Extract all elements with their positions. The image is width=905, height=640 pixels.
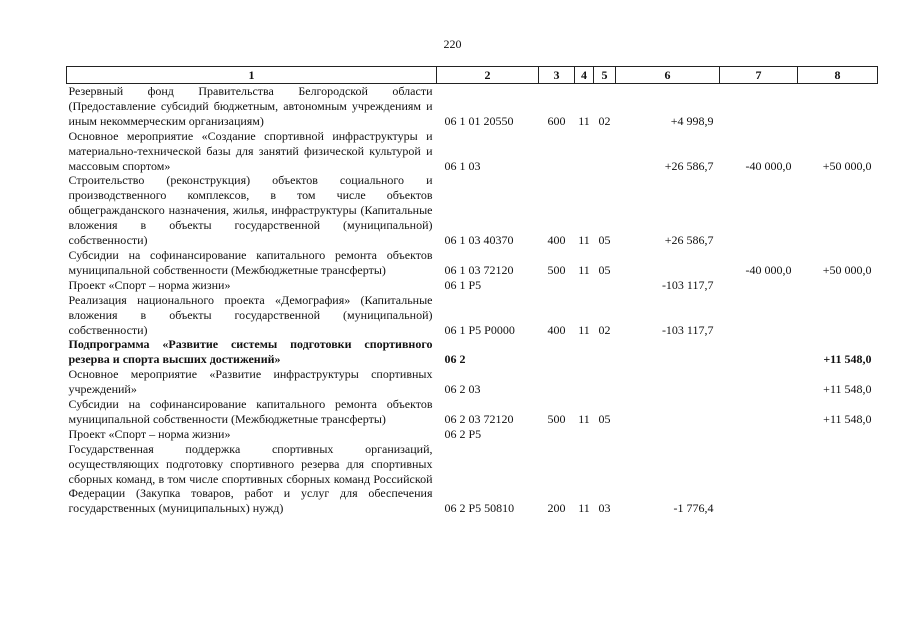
table-row bbox=[67, 442, 878, 517]
header-cell: 2 bbox=[437, 67, 539, 84]
item-pr: 05 bbox=[598, 233, 611, 248]
item-col8: +50 000,0 bbox=[822, 158, 872, 173]
header-row bbox=[67, 67, 878, 84]
item-col8: +11 548,0 bbox=[823, 411, 872, 426]
item-code: 06 1 P5 bbox=[444, 277, 482, 292]
item-vr bbox=[539, 337, 575, 367]
item-col6 bbox=[616, 337, 720, 367]
header-cell: 8 bbox=[798, 67, 878, 84]
item-vr: 500 bbox=[547, 262, 566, 277]
item-col7 bbox=[720, 278, 798, 293]
item-pr bbox=[594, 129, 616, 174]
item-rz bbox=[575, 278, 594, 293]
item-vr: 200 bbox=[547, 501, 566, 516]
item-name: Подпрограмма «Развитие системы подготовки спортивного резерва и спорта высших достижений» bbox=[68, 337, 433, 367]
item-pr: 03 bbox=[598, 501, 611, 516]
item-pr bbox=[594, 337, 616, 367]
item-rz: 11 bbox=[578, 113, 590, 128]
item-col8 bbox=[798, 173, 878, 248]
table-row bbox=[67, 173, 878, 248]
item-pr: 02 bbox=[598, 322, 611, 337]
item-col6: -1 776,4 bbox=[673, 501, 714, 516]
header-cell: 5 bbox=[594, 67, 616, 84]
item-code: 06 2 03 bbox=[444, 382, 481, 397]
table-row bbox=[67, 293, 878, 338]
item-code: 06 2 P5 50810 bbox=[444, 501, 515, 516]
table-row bbox=[67, 278, 878, 293]
header-cell: 1 bbox=[67, 67, 437, 84]
item-pr bbox=[594, 367, 616, 397]
item-col7 bbox=[720, 84, 798, 129]
item-col8 bbox=[798, 278, 878, 293]
item-name: Реализация национального проекта «Демография» (Капитальные вложения в объекты государственной (муниципальной) собственности) bbox=[68, 292, 433, 337]
item-col7: -40 000,0 bbox=[745, 158, 792, 173]
item-name: Проект «Спорт – норма жизни» bbox=[68, 426, 231, 441]
item-col8 bbox=[798, 84, 878, 129]
item-col8 bbox=[798, 427, 878, 442]
item-rz bbox=[575, 367, 594, 397]
item-code: 06 1 03 40370 bbox=[444, 233, 514, 248]
item-code: 06 2 03 72120 bbox=[444, 411, 514, 426]
item-col6: -103 117,7 bbox=[661, 277, 714, 292]
item-vr bbox=[539, 367, 575, 397]
item-name: Основное мероприятие «Создание спортивной инфраструктуры и материально-технической базы для занятий физической культурой и массовым спортом» bbox=[68, 128, 433, 173]
item-col8 bbox=[798, 293, 878, 338]
item-col6: +26 586,7 bbox=[664, 158, 714, 173]
item-rz bbox=[575, 337, 594, 367]
item-rz bbox=[575, 129, 594, 174]
item-col8: +50 000,0 bbox=[822, 262, 872, 277]
item-col7: -40 000,0 bbox=[745, 262, 792, 277]
table-row bbox=[67, 397, 878, 427]
item-col7 bbox=[720, 293, 798, 338]
item-code: 06 1 P5 P0000 bbox=[444, 322, 515, 337]
table-row bbox=[67, 427, 878, 442]
item-vr: 500 bbox=[547, 411, 566, 426]
table-row bbox=[67, 367, 878, 397]
header-cell: 4 bbox=[575, 67, 594, 84]
header-cell: 3 bbox=[539, 67, 575, 84]
table-row bbox=[67, 84, 878, 129]
item-vr bbox=[539, 427, 575, 442]
item-vr: 400 bbox=[547, 233, 566, 248]
item-col7 bbox=[720, 367, 798, 397]
item-pr bbox=[594, 278, 616, 293]
item-col7 bbox=[720, 427, 798, 442]
item-col7 bbox=[720, 337, 798, 367]
item-rz: 11 bbox=[578, 262, 590, 277]
item-vr bbox=[539, 278, 575, 293]
item-code: 06 1 03 bbox=[444, 158, 481, 173]
item-col6 bbox=[616, 248, 720, 278]
table-row bbox=[67, 248, 878, 278]
item-name: Субсидии на софинансирование капитального ремонта объектов муниципальной собственности (Межбюджетные трансферты) bbox=[68, 397, 433, 426]
item-name: Субсидии на софинансирование капитального ремонта объектов муниципальной собственности (Межбюджетные трансферты) bbox=[68, 247, 433, 277]
item-vr bbox=[539, 129, 575, 174]
item-code: 06 1 01 20550 bbox=[444, 113, 514, 128]
item-col8 bbox=[798, 442, 878, 517]
item-col6: +4 998,9 bbox=[670, 113, 714, 128]
item-rz: 11 bbox=[578, 501, 590, 516]
item-rz bbox=[575, 427, 594, 442]
page-number: 220 bbox=[443, 37, 462, 51]
item-name: Резервный фонд Правительства Белгородской области (Предоставление субсидий бюджетным, автономным учреждениям и иным некоммерческим организациям) bbox=[68, 84, 433, 128]
item-rz: 11 bbox=[578, 322, 590, 337]
item-col8: +11 548,0 bbox=[823, 352, 872, 367]
item-col6 bbox=[616, 397, 720, 427]
item-pr: 05 bbox=[598, 411, 611, 426]
table-row bbox=[67, 337, 878, 367]
item-col7 bbox=[720, 442, 798, 517]
item-col6: -103 117,7 bbox=[661, 322, 714, 337]
item-col6 bbox=[616, 367, 720, 397]
item-vr: 400 bbox=[547, 322, 566, 337]
item-col7 bbox=[720, 397, 798, 427]
budget-table bbox=[66, 66, 878, 516]
item-vr: 600 bbox=[547, 113, 566, 128]
item-name: Проект «Спорт – норма жизни» bbox=[68, 277, 231, 292]
header-cell: 7 bbox=[720, 67, 798, 84]
item-code: 06 2 P5 bbox=[444, 426, 482, 441]
table-row bbox=[67, 129, 878, 174]
item-col7 bbox=[720, 173, 798, 248]
item-name: Основное мероприятие «Развитие инфраструктуры спортивных учреждений» bbox=[68, 367, 433, 397]
item-code: 06 2 bbox=[444, 352, 466, 367]
item-rz: 11 bbox=[578, 411, 590, 426]
item-col8: +11 548,0 bbox=[823, 382, 872, 397]
item-code: 06 1 03 72120 bbox=[444, 262, 514, 277]
item-name: Строительство (реконструкция) объектов социального и производственного комплексов, в том числе объектов общегражданского назначения, жилья, инфраструктуры (Капитальные вложения в объекты государственной (муниципальной) собственности) bbox=[68, 173, 433, 248]
item-col6 bbox=[616, 427, 720, 442]
item-pr: 05 bbox=[598, 262, 611, 277]
item-rz: 11 bbox=[578, 233, 590, 248]
item-col6: +26 586,7 bbox=[664, 233, 714, 248]
item-pr: 02 bbox=[598, 113, 611, 128]
header-cell: 6 bbox=[616, 67, 720, 84]
item-name: Государственная поддержка спортивных организаций, осуществляющих подготовку спортивного резерва для спортивных сборных команд, в том числе спортивных сборных команд Российской Федерации (Закупка товаров, работ и услуг для обеспечения государственных (муниципальных) нужд) bbox=[68, 441, 433, 516]
item-pr bbox=[594, 427, 616, 442]
